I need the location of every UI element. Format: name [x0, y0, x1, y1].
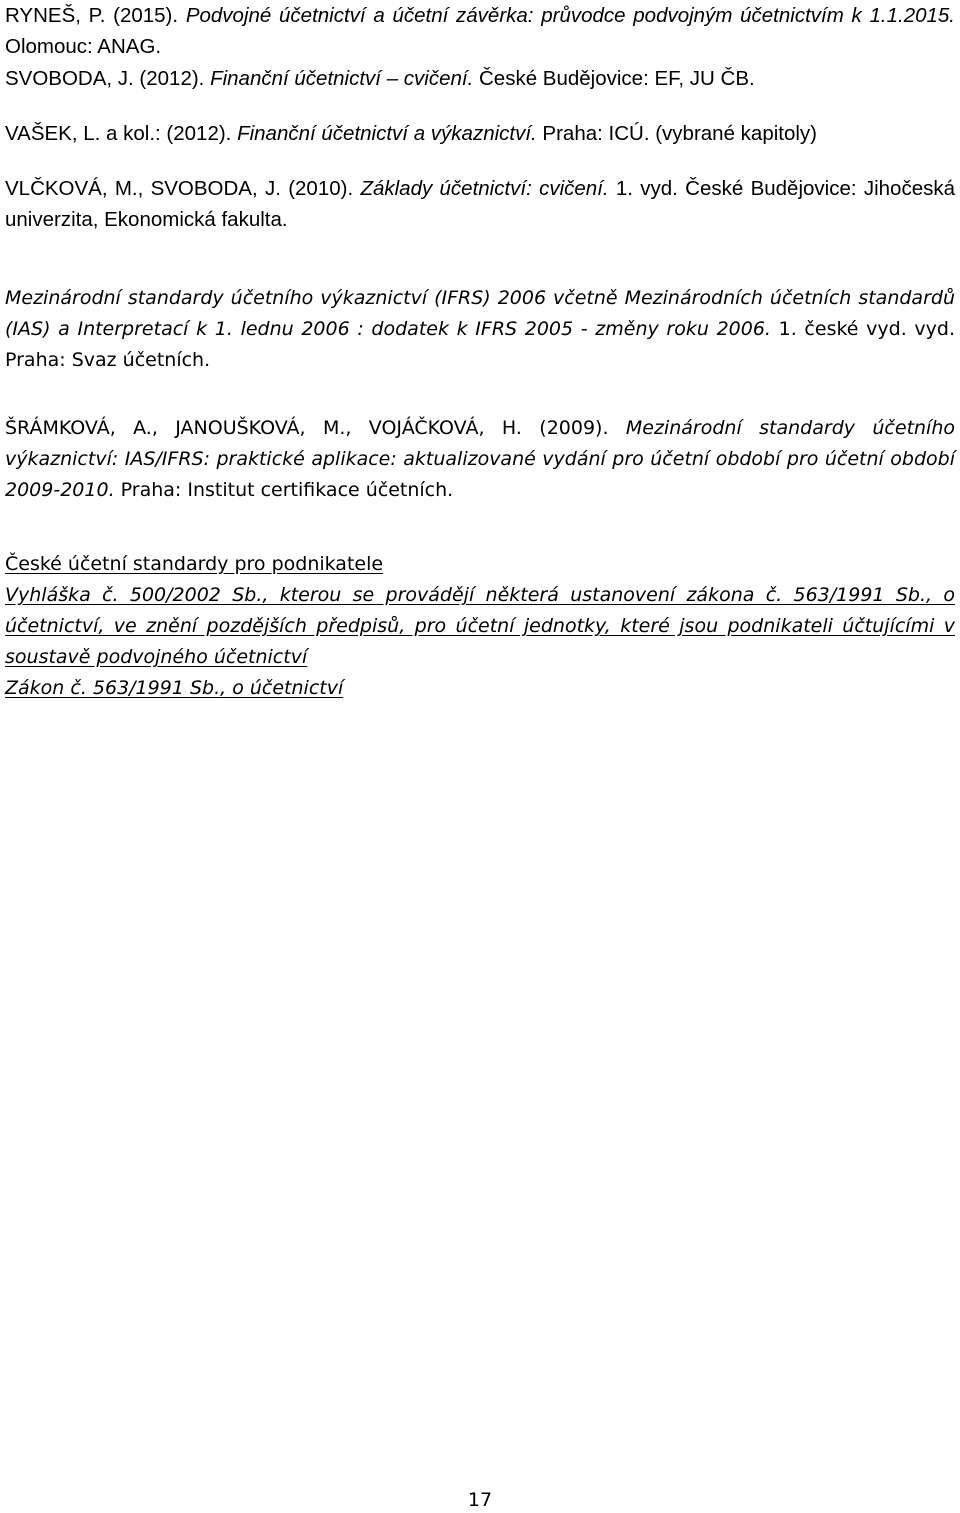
- legislation-block: [5, 549, 955, 704]
- reference-publisher: Olomouc: ANAG.: [5, 35, 162, 58]
- reference-entry-ifrs: [5, 283, 955, 376]
- zakon-link[interactable]: Zákon č. 563/1991 Sb.: [5, 677, 221, 699]
- reference-publisher: České Budějovice: EF, JU ČB.: [473, 67, 755, 90]
- reference-publisher: 1. české vyd. vyd. Praha: Svaz účetních.: [5, 318, 955, 371]
- reference-title: Finanční účetnictví a výkaznictví.: [237, 122, 537, 145]
- reference-authors: ŠRÁMKOVÁ, A., JANOUŠKOVÁ, M., VOJÁČKOVÁ, H. (2009).: [5, 417, 626, 439]
- reference-entry-svoboda: [5, 63, 755, 94]
- legislation-heading[interactable]: České účetní standardy pro podnikatele: [5, 553, 384, 575]
- page-number: 17: [467, 1489, 493, 1511]
- reference-entry-rynes: [5, 0, 955, 62]
- reference-authors: VLČKOVÁ, M., SVOBODA, J. (2010).: [5, 177, 361, 200]
- reference-title: Podvojné účetnictví a účetní závěrka: průvodce podvojným účetnictvím k 1.1.2015.: [185, 4, 955, 27]
- reference-title: Základy účetnictví: cvičení.: [360, 177, 609, 200]
- reference-entry-sramkova: [5, 413, 955, 506]
- zakon-description[interactable]: , o účetnictví: [220, 677, 344, 699]
- vyhlaska-description[interactable]: , kterou se provádějí některá ustanovení zákona č. 563/1991 Sb., o účetnictví, ve znění pozdějších předpisů, pro účetní jednotky, které jsou podnikateli účtujícími v soustavě podvojného účetnictví: [5, 584, 955, 668]
- reference-authors: SVOBODA, J. (2012).: [5, 67, 211, 90]
- reference-publisher: Praha: Institut certifikace účetních.: [114, 479, 454, 501]
- vyhlaska-link[interactable]: Vyhláška č. 500/2002 Sb.: [5, 584, 263, 606]
- reference-publisher: Praha: ICÚ. (vybrané kapitoly): [536, 122, 818, 145]
- reference-authors: RYNEŠ, P. (2015).: [5, 4, 186, 27]
- reference-authors: VAŠEK, L. a kol.: (2012).: [5, 122, 238, 145]
- reference-title: Mezinárodní standardy účetního výkaznictví: IAS/IFRS: praktické aplikace: aktualizované vydání pro účetní období pro účetní období 2009-2010.: [5, 417, 956, 501]
- reference-publisher: 1. vyd. České Budějovice: Jihočeská univerzita, Ekonomická fakulta.: [5, 177, 955, 231]
- legislation-zakon: [5, 673, 955, 704]
- reference-title: Finanční účetnictví – cvičení.: [210, 67, 474, 90]
- reference-title: Mezinárodní standardy účetního výkaznictví (IFRS) 2006 včetně Mezinárodních účetních standardů (IAS) a Interpretací k 1. lednu 2006 : dodatek k IFRS 2005 - změny roku 2006.: [5, 287, 955, 340]
- legislation-vyhlaska: [5, 580, 955, 673]
- reference-entry-vasek: [5, 118, 817, 149]
- reference-entry-vlckova: [5, 173, 955, 235]
